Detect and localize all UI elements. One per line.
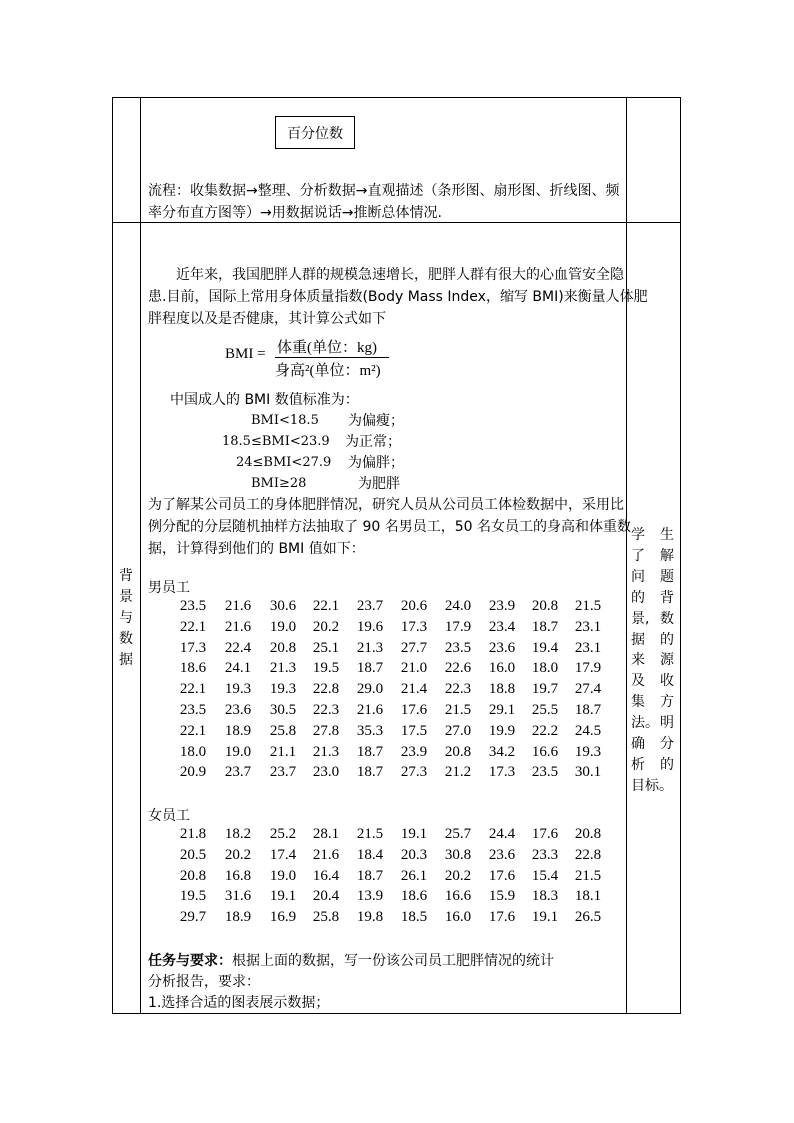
right-note-char: 据 [631,631,645,648]
bmi-value: 18.6 [400,888,428,905]
table-row [0,598,620,619]
bmi-value: 30.1 [574,764,602,781]
standard-label: 为偏胖； [348,455,404,471]
bmi-value: 17.5 [400,722,428,739]
bmi-value: 19.3 [269,681,297,698]
right-note-char: 方 [660,694,674,711]
bmi-value: 24.0 [444,598,472,614]
right-note-char: 析 [631,756,645,773]
bmi-value: 21.6 [224,598,252,614]
bmi-value: 23.7 [356,598,384,614]
bmi-value: 27.8 [312,722,340,739]
bmi-value: 19.6 [356,618,384,635]
formula-lhs: BMI = [225,346,266,362]
bmi-value: 27.0 [444,722,472,739]
bmi-value: 22.1 [179,681,207,698]
intro-line-2: 患.目前，国际上常用身体质量指数(Body Mass Index，缩写 BMI)来衡量人体肥 [148,289,648,305]
bmi-value: 19.5 [312,660,340,677]
flow-line-1: 流程：收集数据→整理、分析数据→直观描述（条形图、扇形图、折线图、频 [148,183,620,199]
female-title: 女员工 [148,808,190,824]
bmi-value: 21.3 [312,743,340,760]
sampling-line-2: 例分配的分层随机抽样方法抽取了 90 名男员工，50 名女员工的身高和体重数 [148,519,631,535]
bmi-value: 23.6 [488,846,516,863]
table-row [0,723,620,744]
bmi-value: 21.5 [574,867,602,884]
male-title: 男员工 [148,580,190,596]
fraction-bar [275,357,389,358]
right-note-char: 的 [660,631,674,648]
bmi-value: 21.6 [312,846,340,863]
table-border-top [112,97,681,98]
bmi-value: 23.7 [224,764,252,781]
bmi-value: 20.8 [574,826,602,842]
bmi-value: 27.7 [400,639,428,656]
bmi-value: 20.5 [179,846,207,863]
bmi-value: 17.6 [531,826,559,842]
bmi-value: 35.3 [356,722,384,739]
standard-range: BMI≥28 [251,476,307,491]
bmi-value: 17.9 [574,660,602,677]
bmi-value: 22.6 [444,660,472,677]
task-text: 根据上面的数据，写一份该公司员工肥胖情况的统计 [232,953,554,969]
right-note-char: 源 [660,652,674,669]
bmi-value: 22.8 [312,681,340,698]
bmi-value: 29.7 [179,909,207,926]
bmi-value: 22.2 [531,722,559,739]
bmi-value: 23.6 [488,639,516,656]
bmi-value: 20.8 [531,598,559,614]
bmi-value: 18.5 [400,909,428,926]
bmi-value: 19.1 [400,826,428,842]
bmi-value: 29.0 [356,681,384,698]
bmi-value: 16.8 [224,867,252,884]
bmi-value: 25.8 [269,722,297,739]
right-note-char: 分 [660,736,674,752]
bmi-value: 19.5 [179,888,207,905]
sampling-line-1: 为了解某公司员工的身体肥胖情况，研究人员从公司员工体检数据中，采用比 [148,497,624,513]
bmi-value: 20.8 [179,867,207,884]
bmi-value: 22.3 [312,702,340,718]
right-note-char: 问 [631,568,645,585]
bmi-value: 17.6 [488,867,516,884]
bmi-value: 17.3 [179,639,207,656]
table-row [0,681,620,702]
bmi-value: 30.8 [444,846,472,863]
bmi-value: 17.3 [488,764,516,781]
right-note-char: 景, [631,610,650,627]
bmi-value: 16.0 [488,660,516,677]
right-note-char: 的 [660,756,674,773]
bmi-value: 18.7 [356,660,384,677]
sampling-line-3: 据，计算得到他们的 BMI 值如下： [148,541,365,557]
bmi-value: 21.8 [179,826,207,842]
bmi-value: 18.9 [224,722,252,739]
bmi-value: 21.6 [224,618,252,635]
bmi-value: 23.4 [488,618,516,635]
task-line-1 [148,950,554,972]
bmi-value: 23.9 [400,743,428,760]
row-label-char: 背 [119,568,133,584]
bmi-value: 22.1 [179,722,207,739]
right-note-char: 的 [631,589,645,606]
table-row [0,744,620,765]
bmi-value: 21.5 [356,826,384,842]
standard-heading: 中国成人的 BMI 数值标准为： [170,392,359,408]
bmi-value: 17.4 [269,846,297,863]
task-line-2: 分析报告，要求： [148,974,260,990]
bmi-value: 18.3 [531,888,559,905]
bmi-value: 19.4 [531,639,559,656]
bmi-value: 20.8 [269,639,297,656]
bmi-value: 20.4 [312,888,340,905]
bmi-value: 19.1 [531,909,559,926]
bmi-value: 23.1 [574,639,602,656]
bmi-value: 18.2 [224,826,252,842]
bmi-value: 27.4 [574,681,602,698]
bmi-value: 23.1 [574,618,602,635]
bmi-value: 18.7 [531,618,559,635]
formula-denominator: 身高²(单位：m²) [275,363,381,379]
bmi-value: 18.7 [356,867,384,884]
bmi-value: 30.5 [269,702,297,718]
right-note-char: 及 [631,673,645,690]
bmi-value: 18.0 [531,660,559,677]
bmi-value: 20.2 [224,846,252,863]
bmi-value: 19.0 [269,867,297,884]
bmi-value: 19.0 [269,618,297,635]
task-item-1: 1.选择合适的图表展示数据； [148,995,330,1011]
bmi-value: 22.8 [574,846,602,863]
bmi-value: 23.3 [531,846,559,863]
right-note-char: 题 [660,568,674,585]
bmi-value: 25.7 [444,826,472,842]
standard-label: 为正常； [345,434,401,450]
table-row [0,660,620,681]
bmi-value: 21.3 [356,639,384,656]
right-note-char: 解 [660,547,674,564]
bmi-value: 21.2 [444,764,472,781]
bmi-value: 22.1 [312,598,340,614]
bmi-value: 19.7 [531,681,559,698]
bmi-value: 23.5 [444,639,472,656]
bmi-value: 28.1 [312,826,340,842]
section-title-box: 百分位数 [275,116,355,149]
table-row [0,702,620,723]
bmi-value: 26.5 [574,909,602,926]
standard-range: 18.5≤BMI<23.9 [222,434,330,449]
bmi-value: 21.5 [574,598,602,614]
right-note-char: 集 [631,694,645,711]
bmi-value: 24.4 [488,826,516,842]
bmi-value: 29.1 [488,702,516,718]
table-row [0,909,620,930]
bmi-value: 19.0 [224,743,252,760]
row-label-char: 与 [119,610,133,626]
bmi-value: 16.0 [444,909,472,926]
bmi-value: 22.1 [179,618,207,635]
bmi-value: 18.7 [356,743,384,760]
bmi-value: 21.6 [356,702,384,718]
bmi-value: 16.4 [312,867,340,884]
bmi-value: 22.4 [224,639,252,656]
bmi-value: 13.9 [356,888,384,905]
right-note-char: 收 [660,673,674,690]
bmi-value: 23.0 [312,764,340,781]
bmi-value: 18.1 [574,888,602,905]
right-note-char: 生 [660,527,674,543]
row-label-char: 据 [119,652,133,668]
bmi-value: 20.3 [400,846,428,863]
standard-range: BMI<18.5 [251,413,319,428]
standard-label: 为偏瘦； [348,413,404,429]
bmi-value: 18.7 [574,702,602,718]
row-label-char: 数 [119,631,133,647]
bmi-value: 19.1 [269,888,297,905]
standard-range: 24≤BMI<27.9 [236,455,332,470]
right-note-char: 目标。 [631,777,673,794]
row-label-char: 景 [119,589,133,605]
bmi-value: 20.6 [400,598,428,614]
table-border-right [680,97,681,1014]
bmi-value: 21.3 [269,660,297,677]
bmi-value: 18.8 [488,681,516,698]
bmi-value: 16.6 [531,743,559,760]
bmi-value: 23.5 [179,598,207,614]
bmi-value: 25.1 [312,639,340,656]
bmi-value: 23.7 [269,764,297,781]
bmi-value: 22.3 [444,681,472,698]
bmi-value: 23.9 [488,598,516,614]
bmi-value: 21.4 [400,681,428,698]
bmi-value: 25.8 [312,909,340,926]
table-row [0,826,620,847]
bmi-value: 18.0 [179,743,207,760]
bmi-value: 18.4 [356,846,384,863]
bmi-value: 21.5 [444,702,472,718]
bmi-value: 24.1 [224,660,252,677]
bmi-value: 34.2 [488,743,516,760]
bmi-value: 18.6 [179,660,207,677]
bmi-value: 17.3 [400,618,428,635]
bmi-value: 16.6 [444,888,472,905]
intro-line-1: 近年来，我国肥胖人群的规模急速增长，肥胖人群有很大的心血管安全隐 [176,267,624,283]
bmi-value: 19.3 [224,681,252,698]
bmi-value: 20.2 [312,618,340,635]
standard-label: 为肥胖 [358,476,400,492]
bmi-value: 27.3 [400,764,428,781]
bmi-value: 23.5 [179,702,207,718]
bmi-value: 17.9 [444,618,472,635]
right-note-char: 来 [631,652,645,669]
table-row [0,764,620,785]
bmi-value: 15.9 [488,888,516,905]
table-row [0,619,620,640]
bmi-value: 19.3 [574,743,602,760]
formula-numerator: 体重(单位：kg) [277,340,377,356]
right-note-char: 学 [631,527,645,543]
bmi-value: 23.5 [531,764,559,781]
right-note-char: 数 [660,610,674,627]
bmi-value: 18.7 [356,764,384,781]
bmi-value: 19.8 [356,909,384,926]
right-note-char: 确 [631,736,645,752]
bmi-value: 30.6 [269,598,297,614]
bmi-value: 20.9 [179,764,207,781]
bmi-value: 21.0 [400,660,428,677]
table-row [0,888,620,909]
table-divider-right [626,97,627,1014]
bmi-value: 17.6 [400,702,428,718]
bmi-value: 20.8 [444,743,472,760]
table-row [0,640,620,661]
bmi-value: 18.9 [224,909,252,926]
bmi-value: 15.4 [531,867,559,884]
bmi-value: 31.6 [224,888,252,905]
bmi-value: 17.6 [488,909,516,926]
bmi-value: 24.5 [574,722,602,739]
bmi-value: 19.9 [488,722,516,739]
bmi-value: 20.2 [444,867,472,884]
task-heading: 任务与要求： [148,953,232,969]
right-note-char: 法。 [631,715,659,732]
right-note-char: 背 [660,589,674,606]
bmi-value: 25.5 [531,702,559,718]
table-row [0,868,620,889]
right-note-char: 明 [660,715,674,732]
bmi-value: 25.2 [269,826,297,842]
intro-line-3: 胖程度以及是否健康，其计算公式如下 [148,311,386,327]
bmi-value: 21.1 [269,743,297,760]
flow-line-2: 率分布直方图等）→用数据说话→推断总体情况. [148,205,442,221]
bmi-value: 26.1 [400,867,428,884]
table-row [0,847,620,868]
bmi-value: 23.6 [224,702,252,718]
bmi-value: 16.9 [269,909,297,926]
right-note-char: 了 [631,547,645,564]
